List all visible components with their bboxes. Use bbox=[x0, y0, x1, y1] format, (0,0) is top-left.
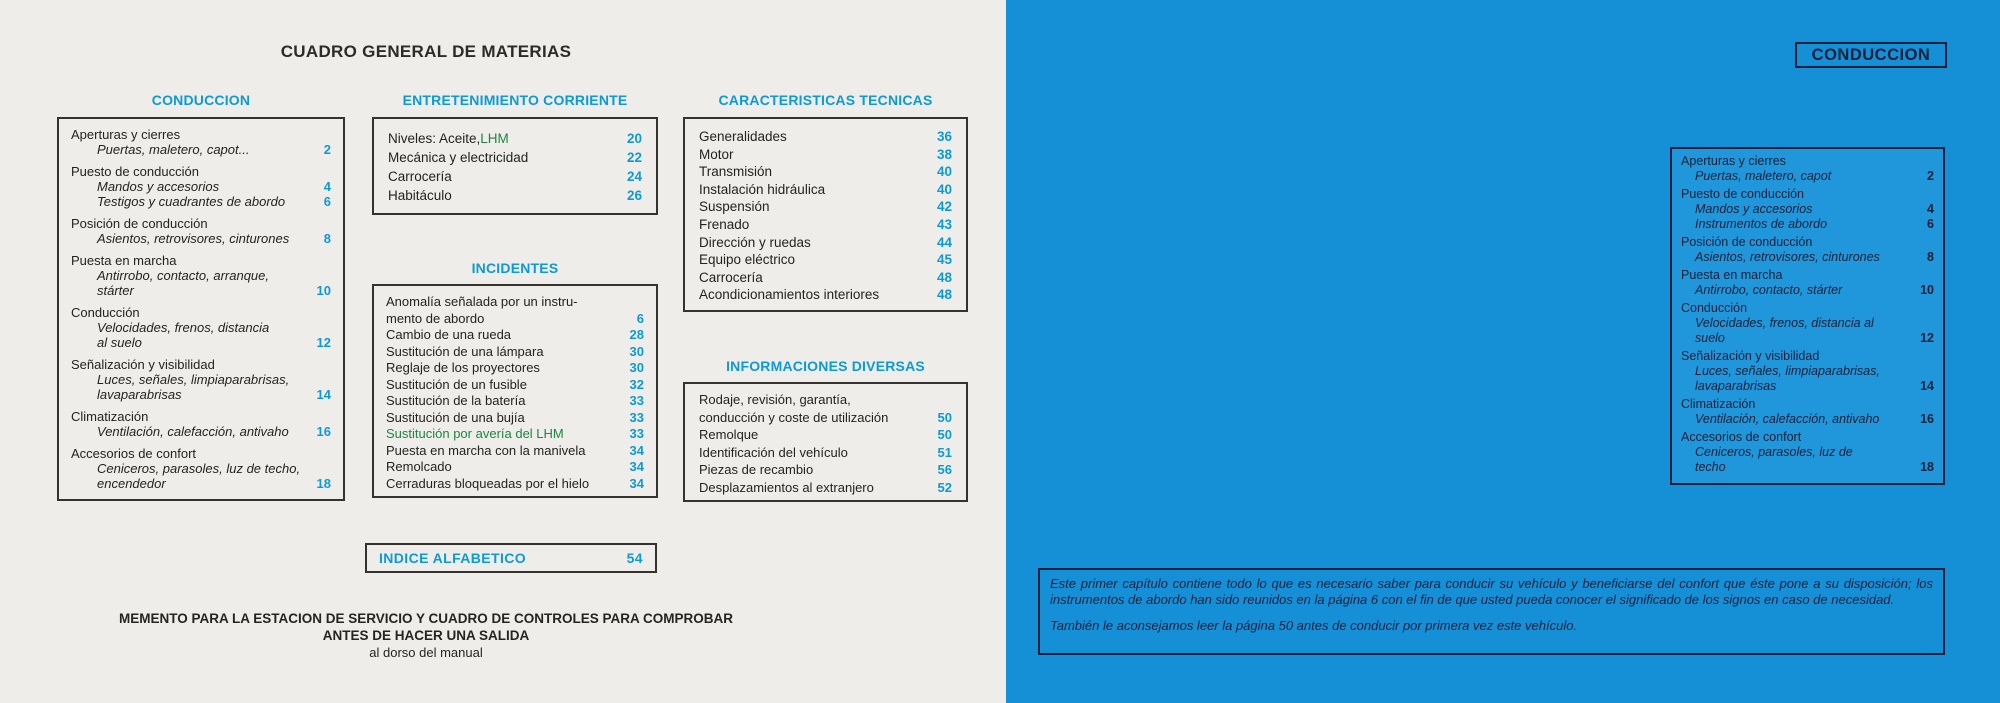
toc-row bbox=[71, 357, 331, 372]
toc-entry-text bbox=[71, 461, 325, 476]
toc-page-number: 33 bbox=[629, 426, 644, 441]
toc-row bbox=[386, 294, 644, 311]
toc-entry-text bbox=[71, 142, 318, 157]
toc-entry-text bbox=[71, 387, 311, 402]
toc-entry-label: Testigos y cuadrantes de abordo bbox=[97, 194, 286, 209]
toc-page-number: 34 bbox=[629, 442, 644, 458]
toc-entry-label: Frenado bbox=[699, 216, 750, 232]
toc-row bbox=[71, 164, 331, 179]
memento-line-3: al dorso del manual bbox=[369, 645, 483, 660]
toc-row bbox=[699, 163, 952, 181]
toc-entry-label: conducción y coste de utilización bbox=[699, 409, 889, 425]
section-heading-caracteristicas: CARACTERISTICAS TECNICAS bbox=[718, 92, 933, 108]
toc-row bbox=[1681, 250, 1934, 265]
toc-page-number: 38 bbox=[936, 146, 952, 162]
toc-entry-text bbox=[1681, 187, 1928, 202]
toc-row bbox=[699, 461, 952, 479]
toc-entry-label: stárter bbox=[97, 283, 134, 298]
chapter-intro-paragraph-2: También le aconsejamos leer la página 50 antes de conducir por primera vez este vehículo. bbox=[1050, 618, 1578, 633]
toc-entry-label: Señalización y visibilidad bbox=[1681, 349, 1820, 363]
toc-entry-text bbox=[699, 181, 931, 199]
toc-entry-label: lavaparabrisas bbox=[97, 387, 182, 402]
toc-row bbox=[388, 186, 642, 205]
toc-entry-text bbox=[388, 129, 621, 148]
toc-entry-text bbox=[386, 311, 631, 328]
toc-row bbox=[386, 311, 644, 328]
toc-row bbox=[1681, 445, 1934, 460]
toc-entry-text bbox=[699, 234, 931, 252]
toc-entry-text bbox=[1681, 235, 1928, 250]
toc-page-number: 40 bbox=[936, 181, 952, 197]
toc-entry-label: Accesorios de confort bbox=[71, 446, 197, 461]
toc-page-number: 2 bbox=[323, 142, 331, 157]
toc-page-number: 8 bbox=[1927, 250, 1934, 264]
toc-entry-label: Climatización bbox=[71, 409, 149, 424]
toc-row bbox=[386, 377, 644, 394]
toc-row bbox=[699, 391, 952, 409]
toc-entry-text bbox=[1681, 331, 1914, 346]
toc-row bbox=[71, 476, 331, 491]
toc-entry-label: Piezas de recambio bbox=[699, 462, 814, 477]
toc-page-number: 24 bbox=[626, 169, 642, 184]
toc-row bbox=[388, 167, 642, 186]
toc-page-number: 48 bbox=[936, 287, 952, 303]
toc-row bbox=[386, 410, 644, 427]
toc-entry-text bbox=[386, 327, 624, 344]
toc-entry-text bbox=[71, 357, 325, 372]
toc-row bbox=[71, 305, 331, 320]
toc-row bbox=[388, 148, 642, 167]
toc-page-number: 10 bbox=[316, 283, 331, 298]
toc-entry-label: Puesto de conducción bbox=[71, 164, 199, 179]
toc-entry-label: techo bbox=[1695, 460, 1726, 474]
toc-row bbox=[71, 409, 331, 424]
toc-entry-text bbox=[386, 443, 624, 460]
memento-footer bbox=[76, 610, 776, 661]
toc-entry-text bbox=[699, 479, 932, 497]
toc-entry-label: Velocidades, frenos, distancia al bbox=[1695, 316, 1874, 330]
toc-entry-text bbox=[388, 186, 621, 205]
toc-page-number: 18 bbox=[1920, 460, 1934, 474]
toc-entry-label: Puesta en marcha con la manivela bbox=[386, 442, 586, 458]
toc-row bbox=[1681, 268, 1934, 283]
toc-entry-label: Instalación hidráulica bbox=[699, 181, 826, 197]
toc-entry-text bbox=[1681, 301, 1928, 316]
toc-entry-text bbox=[386, 476, 624, 493]
toc-row bbox=[699, 216, 952, 234]
toc-entry-label: Carrocería bbox=[388, 169, 452, 184]
toc-row bbox=[386, 327, 644, 344]
toc-entry-label: Carrocería bbox=[699, 269, 763, 285]
toc-row bbox=[1681, 460, 1934, 475]
toc-entry-label: Puesta en marcha bbox=[71, 253, 177, 268]
toc-row bbox=[71, 372, 331, 387]
informaciones-toc-rows bbox=[699, 391, 952, 496]
toc-entry-label: Rodaje, revisión, garantía, bbox=[699, 392, 851, 407]
toc-entry-label: Anomalía señalada por un instru- bbox=[386, 294, 578, 309]
toc-row bbox=[1681, 412, 1934, 427]
memento-line-1: MEMENTO PARA LA ESTACION DE SERVICIO Y CUADRO DE CONTROLES PARA COMPROBAR bbox=[118, 611, 734, 626]
toc-entry-label: Desplazamientos al extranjero bbox=[699, 479, 874, 495]
toc-entry-text bbox=[386, 426, 624, 443]
toc-entry-label: Accesorios de confort bbox=[1681, 430, 1802, 444]
toc-entry-text bbox=[1681, 379, 1914, 394]
toc-page-number: 48 bbox=[936, 269, 952, 285]
toc-entry-text bbox=[699, 391, 946, 409]
toc-entry-label: Ventilación, calefacción, antivaho bbox=[97, 424, 289, 439]
toc-page-number: 42 bbox=[936, 199, 952, 215]
toc-entry-text bbox=[71, 409, 325, 424]
toc-page-number: 12 bbox=[1920, 331, 1934, 345]
toc-row bbox=[1681, 316, 1934, 331]
toc-row bbox=[1681, 349, 1934, 364]
toc-page-number: 18 bbox=[316, 476, 331, 491]
toc-entry-label: Mandos y accesorios bbox=[97, 179, 220, 194]
toc-page-number: 26 bbox=[626, 188, 642, 203]
toc-entry-label: Sustitución de un fusible bbox=[386, 376, 527, 392]
toc-entry-label: al suelo bbox=[97, 335, 142, 350]
toc-entry-text bbox=[699, 146, 931, 164]
toc-page-number: 4 bbox=[323, 179, 331, 194]
caracteristicas-toc-box bbox=[683, 117, 968, 312]
toc-page-number: 51 bbox=[937, 444, 952, 460]
toc-row bbox=[1681, 235, 1934, 250]
toc-row bbox=[71, 253, 331, 268]
toc-entry-text bbox=[386, 360, 624, 377]
toc-entry-text bbox=[1681, 430, 1928, 445]
page-title: CUADRO GENERAL DE MATERIAS bbox=[280, 42, 572, 61]
toc-entry-text bbox=[388, 167, 621, 186]
section-heading-entretenimiento: ENTRETENIMIENTO CORRIENTE bbox=[402, 92, 628, 108]
entretenimiento-toc-box bbox=[372, 117, 658, 215]
toc-page-number: 56 bbox=[937, 462, 952, 477]
toc-page-number: 40 bbox=[936, 164, 952, 180]
section-heading-conduccion: CONDUCCION bbox=[151, 92, 251, 108]
toc-entry-text bbox=[71, 216, 325, 231]
toc-entry-text bbox=[699, 269, 931, 287]
toc-entry-text bbox=[1681, 364, 1928, 379]
toc-row bbox=[699, 426, 952, 444]
toc-row bbox=[386, 476, 644, 493]
toc-row bbox=[1681, 331, 1934, 346]
toc-page-number: 44 bbox=[936, 234, 952, 250]
chapter-intro-notes-box bbox=[1038, 568, 1945, 655]
toc-entry-text bbox=[1681, 250, 1921, 265]
toc-entry-text bbox=[1681, 202, 1921, 217]
toc-row bbox=[386, 344, 644, 361]
toc-entry-label: Suspensión bbox=[699, 199, 770, 215]
toc-entry-text bbox=[71, 194, 318, 209]
toc-entry-label: Climatización bbox=[1681, 397, 1756, 411]
toc-row bbox=[1681, 202, 1934, 217]
toc-row bbox=[71, 283, 331, 298]
chapter-contents-box bbox=[1670, 147, 1945, 485]
toc-entry-label: Motor bbox=[699, 146, 734, 162]
section-heading-informaciones: INFORMACIONES DIVERSAS bbox=[726, 358, 925, 374]
toc-entry-text bbox=[388, 148, 621, 167]
toc-page-number: 14 bbox=[316, 387, 331, 402]
toc-entry-text bbox=[699, 198, 931, 216]
toc-page-number: 36 bbox=[936, 129, 952, 144]
toc-entry-label: Antirrobo, contacto, arranque, bbox=[97, 268, 269, 283]
toc-entry-label: Puesta en marcha bbox=[1681, 268, 1783, 282]
toc-page-number: 43 bbox=[936, 216, 952, 232]
toc-entry-text bbox=[699, 163, 931, 181]
toc-page-number: 4 bbox=[1927, 202, 1934, 216]
toc-entry-text bbox=[71, 305, 325, 320]
toc-entry-label: Niveles: Aceite, bbox=[388, 131, 481, 146]
toc-entry-label: Instrumentos de abordo bbox=[1695, 217, 1828, 231]
toc-entry-label: Aperturas y cierres bbox=[71, 127, 181, 142]
toc-entry-label: Luces, señales, limpiaparabrisas, bbox=[1695, 364, 1880, 378]
toc-entry-text bbox=[1681, 349, 1928, 364]
toc-entry-text bbox=[699, 444, 932, 462]
toc-entry-label: Sustitución por avería del LHM bbox=[386, 426, 564, 441]
toc-page-number: 33 bbox=[629, 393, 644, 408]
toc-entry-label: Aperturas y cierres bbox=[1681, 154, 1786, 168]
toc-row bbox=[71, 268, 331, 283]
toc-entry-label: lavaparabrisas bbox=[1695, 379, 1777, 393]
toc-page-number: 32 bbox=[629, 376, 644, 392]
toc-page-number: 16 bbox=[1920, 412, 1934, 426]
toc-page-number: 20 bbox=[626, 131, 642, 146]
toc-entry-label: Señalización y visibilidad bbox=[71, 357, 215, 372]
toc-entry-text bbox=[71, 268, 325, 283]
toc-entry-label: encendedor bbox=[97, 476, 166, 491]
toc-page-number: 10 bbox=[1920, 283, 1934, 297]
toc-entry-text bbox=[699, 128, 931, 146]
toc-row bbox=[71, 142, 331, 157]
toc-entry-text bbox=[1681, 460, 1914, 475]
toc-row bbox=[699, 251, 952, 269]
toc-entry-text bbox=[386, 294, 638, 311]
toc-row bbox=[71, 335, 331, 350]
toc-entry-text bbox=[699, 409, 932, 427]
toc-entry-text bbox=[71, 253, 325, 268]
toc-row bbox=[71, 387, 331, 402]
toc-entry-label: Puertas, maletero, capot... bbox=[97, 142, 250, 157]
toc-entry-label: suelo bbox=[1695, 331, 1725, 345]
toc-entry-text bbox=[386, 459, 624, 476]
toc-entry-text bbox=[71, 164, 325, 179]
toc-row bbox=[71, 320, 331, 335]
toc-entry-label: Antirrobo, contacto, stárter bbox=[1695, 283, 1843, 297]
toc-entry-text bbox=[386, 410, 624, 427]
informaciones-toc-box bbox=[683, 382, 968, 502]
toc-entry-label: Puertas, maletero, capot bbox=[1695, 169, 1832, 183]
toc-row bbox=[1681, 301, 1934, 316]
toc-entry-label: Mandos y accesorios bbox=[1695, 202, 1813, 216]
toc-entry-text bbox=[1681, 268, 1928, 283]
toc-row bbox=[386, 393, 644, 410]
toc-page-number: 6 bbox=[1927, 217, 1934, 231]
toc-entry-text bbox=[71, 476, 311, 491]
toc-row bbox=[1681, 430, 1934, 445]
toc-entry-label: Velocidades, frenos, distancia bbox=[97, 320, 270, 335]
toc-page-number: 52 bbox=[937, 479, 952, 495]
toc-row bbox=[71, 446, 331, 461]
toc-row bbox=[386, 443, 644, 460]
toc-entry-text bbox=[1681, 154, 1928, 169]
toc-page-number: 6 bbox=[636, 310, 644, 326]
toc-entry-label: Posición de conducción bbox=[71, 216, 208, 231]
toc-entry-text bbox=[71, 372, 325, 387]
entretenimiento-toc-rows bbox=[388, 129, 642, 205]
toc-entry-text bbox=[71, 283, 311, 298]
conduccion-toc-rows bbox=[71, 127, 331, 491]
conduccion-toc-box bbox=[57, 117, 345, 501]
toc-entry-label: Habitáculo bbox=[388, 188, 452, 203]
toc-entry-label: Asientos, retrovisores, cinturones bbox=[97, 231, 290, 246]
toc-entry-text bbox=[1681, 445, 1928, 460]
toc-entry-label: Cerraduras bloqueadas por el hielo bbox=[386, 475, 590, 491]
toc-entry-text bbox=[699, 251, 931, 269]
toc-page-number: 50 bbox=[937, 409, 952, 425]
toc-entry-label: mento de abordo bbox=[386, 310, 485, 326]
toc-row bbox=[1681, 187, 1934, 202]
toc-row bbox=[71, 194, 331, 209]
toc-row bbox=[699, 146, 952, 164]
toc-page-number: 30 bbox=[629, 360, 644, 375]
toc-page-number: 2 bbox=[1927, 169, 1934, 183]
section-heading-incidentes: INCIDENTES bbox=[471, 260, 559, 276]
toc-entry-text bbox=[1681, 217, 1921, 232]
toc-row bbox=[386, 426, 644, 443]
toc-entry-label: Identificación del vehículo bbox=[699, 444, 848, 460]
toc-entry-text bbox=[1681, 283, 1914, 298]
toc-entry-text bbox=[386, 377, 624, 394]
toc-entry-label: Luces, señales, limpiaparabrisas, bbox=[97, 372, 290, 387]
toc-row bbox=[699, 234, 952, 252]
toc-page-number: 8 bbox=[323, 231, 331, 246]
toc-row bbox=[1681, 379, 1934, 394]
toc-row bbox=[71, 424, 331, 439]
toc-entry-text bbox=[699, 426, 932, 444]
memento-line-2: ANTES DE HACER UNA SALIDA bbox=[322, 628, 530, 643]
toc-entry-text bbox=[1681, 397, 1928, 412]
toc-row bbox=[71, 216, 331, 231]
toc-row bbox=[1681, 283, 1934, 298]
toc-entry-text bbox=[71, 335, 311, 350]
toc-entry-text bbox=[71, 179, 318, 194]
toc-row bbox=[1681, 169, 1934, 184]
toc-page-number: 16 bbox=[316, 424, 331, 439]
toc-entry-text bbox=[1681, 316, 1928, 331]
toc-page-number: 45 bbox=[936, 252, 952, 268]
incidentes-toc-box bbox=[372, 284, 658, 498]
toc-entry-text bbox=[71, 127, 325, 142]
toc-entry-text bbox=[1681, 169, 1921, 184]
toc-entry-label: Dirección y ruedas bbox=[699, 234, 811, 250]
toc-row bbox=[1681, 217, 1934, 232]
toc-row bbox=[71, 231, 331, 246]
toc-row bbox=[386, 360, 644, 377]
toc-entry-label: Equipo eléctrico bbox=[699, 252, 796, 268]
toc-entry-label: Sustitución de la batería bbox=[386, 393, 526, 408]
chapter-tab-conduccion: CONDUCCION bbox=[1795, 42, 1947, 68]
toc-row bbox=[71, 179, 331, 194]
toc-entry-label: Remolque bbox=[699, 427, 759, 442]
right-page-chapter-divider bbox=[1006, 0, 2000, 703]
toc-entry-label: Cambio de una rueda bbox=[386, 327, 512, 342]
toc-row bbox=[699, 409, 952, 427]
toc-entry-text bbox=[1681, 412, 1914, 427]
toc-row bbox=[699, 181, 952, 199]
toc-entry-label: Generalidades bbox=[699, 129, 787, 144]
toc-page-number: 34 bbox=[629, 475, 644, 491]
toc-page-number: 28 bbox=[629, 327, 644, 342]
toc-page-number: 30 bbox=[629, 343, 644, 359]
toc-page-number: 14 bbox=[1920, 379, 1934, 393]
toc-row bbox=[71, 461, 331, 476]
toc-entry-green-label: LHM bbox=[480, 131, 509, 146]
toc-page-number: 6 bbox=[323, 194, 331, 209]
toc-entry-label: Acondicionamientos interiores bbox=[699, 287, 880, 303]
toc-row bbox=[699, 198, 952, 216]
toc-row bbox=[699, 286, 952, 304]
toc-row bbox=[699, 269, 952, 287]
indice-page-number: 54 bbox=[626, 550, 643, 566]
toc-row bbox=[699, 128, 952, 146]
toc-entry-label: Sustitución de una lámpara bbox=[386, 343, 544, 359]
toc-entry-text bbox=[71, 446, 325, 461]
toc-entry-text bbox=[71, 231, 318, 246]
toc-entry-label: Ventilación, calefacción, antivaho bbox=[1695, 412, 1880, 426]
toc-row bbox=[71, 127, 331, 142]
toc-entry-label: Posición de conducción bbox=[1681, 235, 1813, 249]
toc-row bbox=[1681, 397, 1934, 412]
toc-entry-label: Sustitución de una bujía bbox=[386, 409, 525, 425]
toc-page-number: 50 bbox=[937, 427, 952, 442]
toc-row bbox=[386, 459, 644, 476]
toc-entry-text bbox=[71, 424, 311, 439]
toc-row bbox=[1681, 154, 1934, 169]
toc-entry-text bbox=[386, 344, 624, 361]
toc-row bbox=[699, 479, 952, 497]
toc-entry-label: Ceniceros, parasoles, luz de bbox=[1695, 445, 1853, 459]
toc-entry-text bbox=[699, 286, 931, 304]
toc-entry-label: Ceniceros, parasoles, luz de techo, bbox=[97, 461, 301, 476]
toc-entry-label: Transmisión bbox=[699, 164, 773, 180]
toc-page-number: 22 bbox=[626, 150, 642, 165]
toc-row bbox=[699, 444, 952, 462]
toc-entry-text bbox=[71, 320, 325, 335]
toc-entry-label: Puesto de conducción bbox=[1681, 187, 1805, 201]
indice-label: INDICE ALFABETICO bbox=[379, 550, 527, 566]
indice-alfabetico-box bbox=[365, 543, 657, 573]
toc-row bbox=[388, 129, 642, 148]
toc-page-number: 34 bbox=[629, 459, 644, 474]
toc-page-number: 33 bbox=[629, 409, 644, 425]
toc-entry-text bbox=[699, 216, 931, 234]
toc-entry-text bbox=[699, 461, 932, 479]
toc-entry-label: Conducción bbox=[1681, 301, 1748, 315]
toc-entry-label: Asientos, retrovisores, cinturones bbox=[1695, 250, 1880, 264]
chapter-contents-rows bbox=[1681, 154, 1934, 475]
toc-page-number: 12 bbox=[316, 335, 331, 350]
chapter-intro-paragraph-1: Este primer capítulo contiene todo lo que es necesario saber para conducir su vehículo y beneficiarse del confort que éste pone a su disposición; los instrumentos de abordo han sido reunidos en la página 6 con el fin de que usted pueda conocer el significado de los signos en caso de necesidad. bbox=[1050, 576, 1933, 607]
toc-entry-text bbox=[386, 393, 624, 410]
toc-entry-label: Reglaje de los proyectores bbox=[386, 360, 540, 375]
incidentes-toc-rows bbox=[386, 294, 644, 492]
toc-row bbox=[1681, 364, 1934, 379]
caracteristicas-toc-rows bbox=[699, 128, 952, 304]
toc-entry-label: Remolcado bbox=[386, 459, 452, 474]
toc-entry-label: Conducción bbox=[71, 305, 140, 320]
toc-entry-label: Mecánica y electricidad bbox=[388, 150, 529, 165]
